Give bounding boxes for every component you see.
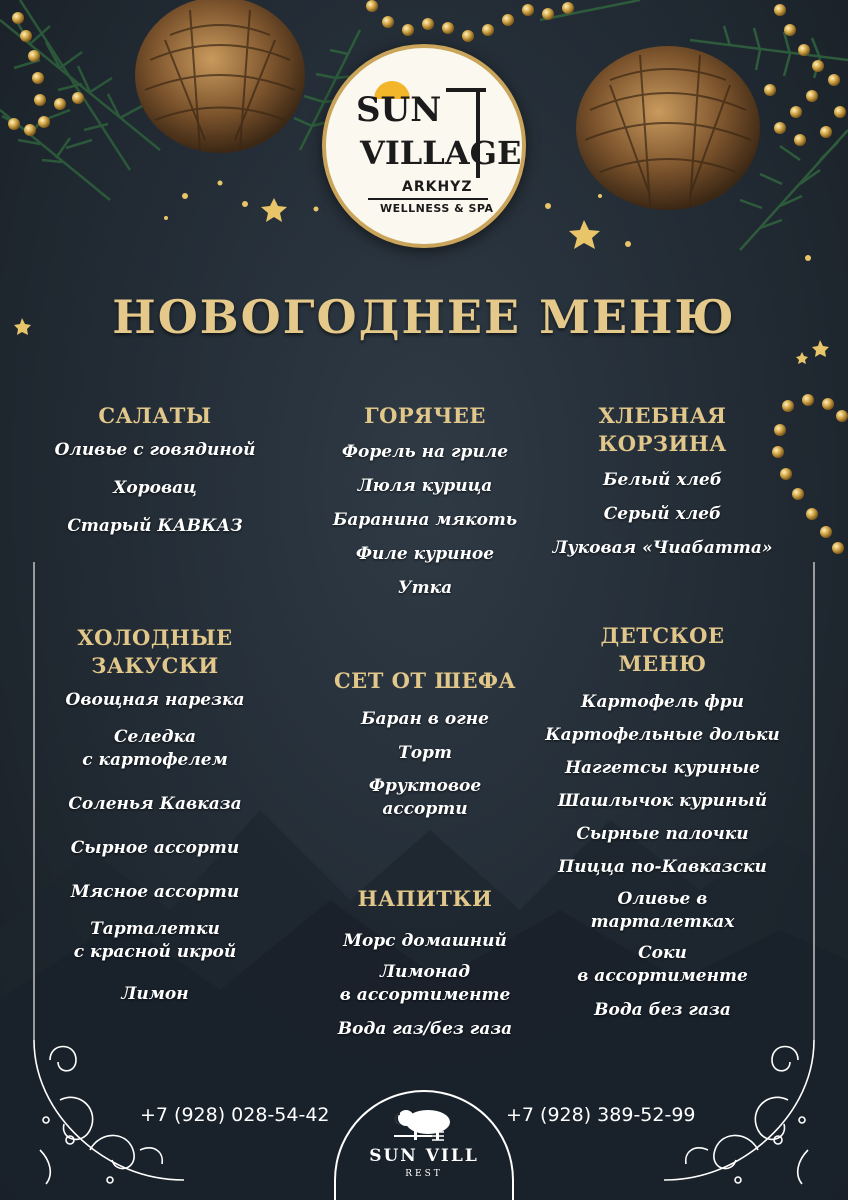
menu-item: Вода газ/без газа (337, 1019, 513, 1039)
pine-cone-icon (135, 0, 305, 153)
rest-name: SUN VILL (369, 1146, 479, 1166)
sun-village-logo (322, 44, 526, 248)
menu-item: Пицца по-Кавказски (558, 857, 767, 877)
page-title: НОВОГОДНЕЕ МЕНЮ (112, 290, 736, 344)
pine-cone-icon (576, 46, 760, 210)
menu-item: Соленья Кавказа (68, 794, 242, 814)
section-heading: ГОРЯЧЕЕ (364, 403, 486, 428)
menu-item: Оливье с говядиной (54, 440, 256, 460)
section-chef-set (290, 667, 560, 821)
menu-item: Мясное ассорти (70, 882, 240, 902)
menu-item: Вода без газа (594, 1000, 731, 1020)
menu-item: Оливье в тарталетках (590, 889, 735, 932)
menu-item: Шашлычок куриный (557, 791, 768, 811)
menu-item: Баран в огне (361, 709, 489, 729)
section-salads (20, 402, 290, 538)
menu-item: Сырное ассорти (70, 838, 240, 858)
logo-text-sun: SUN (356, 90, 442, 130)
menu-item: Серый хлеб (603, 504, 722, 524)
menu-item: Фруктовое ассорти (368, 776, 482, 819)
section-heading: ХОЛОДНЫЕ ЗАКУСКИ (77, 625, 233, 678)
section-heading: САЛАТЫ (98, 403, 212, 428)
section-heading: ДЕТСКОЕ МЕНЮ (600, 623, 725, 676)
section-heading: НАПИТКИ (357, 886, 493, 911)
menu-item: Соки в ассортименте (577, 943, 748, 986)
menu-item: Картофельные дольки (545, 725, 780, 745)
logo-text-arkhyz: ARKHYZ (402, 179, 473, 195)
logo-text-village: VILLAGE (360, 134, 522, 172)
menu-item: Овощная нарезка (65, 690, 245, 710)
menu-item: Лимонад в ассортименте (339, 962, 511, 1005)
logo-building-roof (446, 88, 486, 92)
section-heading: ХЛЕБНАЯ КОРЗИНА (598, 403, 727, 456)
section-kids-menu (535, 622, 790, 1022)
logo-text-wellness: WELLNESS & SPA (380, 202, 494, 215)
section-bread-basket (535, 402, 790, 560)
menu-item: Наггетсы куриные (564, 758, 760, 778)
pine-branch-icon (690, 26, 848, 250)
menu-item: Селедка с картофелем (82, 727, 228, 770)
menu-item: Сырные палочки (576, 824, 749, 844)
menu-item: Морс домашний (343, 931, 507, 951)
phone-number-right[interactable]: +7 (928) 389-52-99 (506, 1104, 696, 1126)
rest-subtitle: REST (405, 1169, 443, 1179)
logo-rule (368, 198, 488, 200)
menu-item: Филе куриное (355, 544, 495, 564)
menu-item: Баранина мякоть (332, 510, 518, 530)
menu-item: Торт (398, 743, 452, 763)
pine-branch-icon (0, 0, 160, 200)
menu-item: Картофель фри (581, 692, 744, 712)
menu-item: Старый КАВКАЗ (67, 516, 243, 536)
menu-item: Хоровац (113, 478, 197, 498)
menu-item: Луковая «Чиабатта» (552, 538, 773, 558)
section-drinks (290, 885, 560, 1041)
fork-icon (392, 1130, 462, 1142)
section-hot (290, 402, 560, 600)
menu-item: Лимон (121, 984, 189, 1004)
menu-item: Белый хлеб (602, 470, 723, 490)
menu-item: Утка (397, 578, 453, 598)
section-cold-appetizers (20, 624, 290, 1006)
section-heading: СЕТ ОТ ШЕФА (333, 668, 517, 693)
menu-item: Люля курица (357, 476, 493, 496)
menu-item: Форель на гриле (341, 442, 509, 462)
phone-number-left[interactable]: +7 (928) 028-54-42 (140, 1104, 330, 1126)
menu-item: Тарталетки с красной икрой (73, 919, 237, 962)
